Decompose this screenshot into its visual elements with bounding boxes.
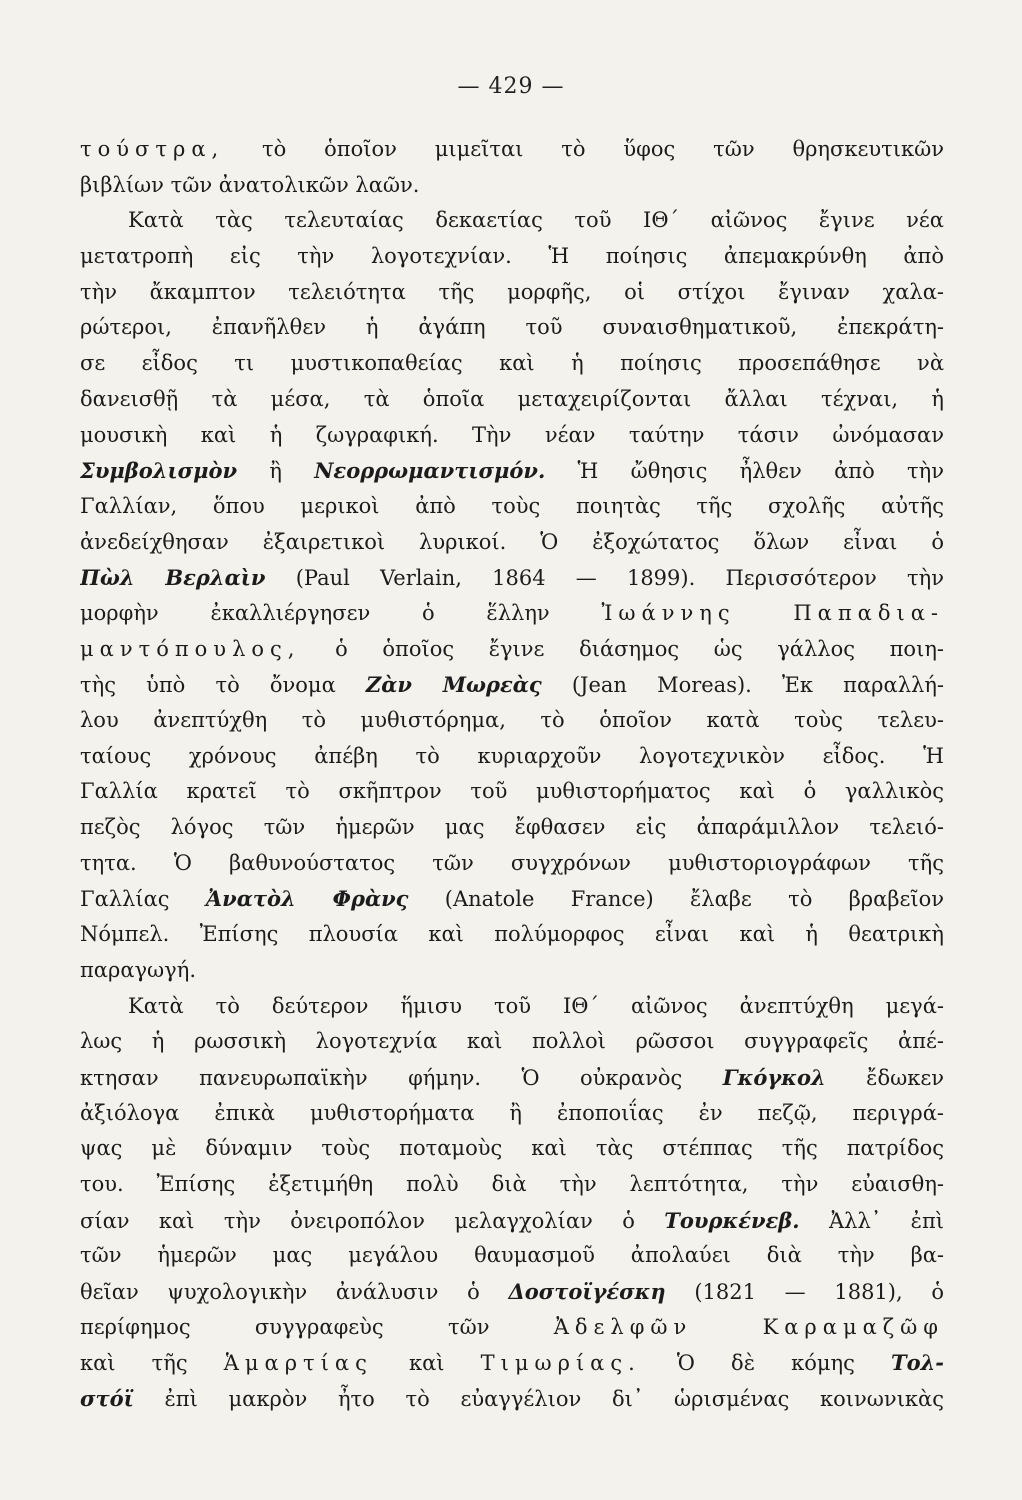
text-segment: τὴν ἄκαμπτον τελειότητα τῆς μορφῆς, οἱ στίχοι ἔγιναν χαλα- (80, 279, 944, 304)
text-line (80, 1274, 944, 1310)
emphasized-name: Πὼλ Βερλαὶν (80, 565, 266, 591)
text-segment: ἢ (237, 459, 315, 484)
text-segment: καὶ (372, 1351, 481, 1376)
text-line (80, 989, 944, 1025)
text-line (80, 846, 944, 882)
text-line (80, 774, 944, 810)
text-line (80, 667, 944, 703)
text-line (80, 346, 944, 382)
text-segment: τὸ ὁποῖον μιμεῖται τὸ ὕφος τῶν θρησκευτικῶν (224, 137, 944, 161)
text-line (80, 739, 944, 775)
text-line (80, 1060, 944, 1096)
text-line (80, 418, 944, 454)
text-segment: Γαλλία κρατεῖ τὸ σκῆπτρον τοῦ μυθιστορήματος καὶ ὁ γαλλικὸς (80, 779, 944, 804)
text-segment: τῶν ἡμερῶν μας μεγάλου θαυμασμοῦ ἀπολαύει διὰ τὴν βα- (80, 1243, 944, 1268)
text-segment: λου ἀνεπτύχθη τὸ μυθιστόρημα, τὸ ὁποῖον κατὰ τοὺς τελευ- (80, 708, 944, 732)
text-segment: σε εἶδος τι μυστικοπαθείας καὶ ἡ ποίησις προσεπάθησε νὰ (80, 351, 944, 376)
text-segment: ψας μὲ δύναμιν τοὺς ποταμοὺς καὶ τὰς στέππας τῆς πατρίδος (80, 1136, 944, 1161)
text-segment: Κατὰ τὰς τελευταίας δεκαετίας τοῦ ΙΘ΄ αἰῶνος ἔγινε νέα (128, 208, 944, 233)
text-line (80, 810, 944, 846)
text-line (80, 1096, 944, 1132)
body-text (80, 132, 944, 1417)
text-line (80, 239, 944, 275)
text-segment: πεζὸς λόγος τῶν ἡμερῶν μας ἔφθασεν εἰς ἀπαράμιλλον τελειό- (80, 815, 944, 840)
text-line (80, 203, 944, 239)
text-segment: τὴς ὑπὸ τὸ ὄνομα (80, 673, 366, 698)
text-line (80, 1203, 944, 1239)
text-segment: ὁ ὁποῖος ἔγινε διάσημος ὡς γάλλος ποιη- (300, 636, 944, 661)
text-segment: καὶ τῆς (80, 1351, 224, 1376)
text-line (80, 1310, 944, 1346)
text-segment: ἐπὶ μακρὸν ἦτο τὸ εὐαγγέλιον δι᾽ ὡρισμένας κοινωνικὰς (133, 1387, 944, 1412)
emphasized-name: Γκόγκολ (722, 1064, 826, 1090)
text-segment: (Anatole France) ἔλαβε τὸ βραβεῖον (408, 887, 944, 912)
text-segment: βιβλίων τῶν ἀνατολικῶν λαῶν. (80, 172, 420, 197)
text-segment: Ἡ ὤθησις ἦλθεν ἀπὸ τὴν (545, 459, 944, 484)
text-segment: μουσικὴ καὶ ἡ ζωγραφική. Τὴν νέαν ταύτην τάσιν ὠνόμασαν (80, 422, 944, 447)
text-line (80, 1381, 944, 1417)
emphasized-name: Συμβολισμὸν (80, 458, 238, 484)
text-segment: ἔδωκεν (825, 1065, 944, 1090)
text-segment: του. Ἐπίσης ἐξετιμήθη πολὺ διὰ τὴν λεπτότητα, τὴν εὐαισθη- (80, 1171, 944, 1196)
text-segment: (Paul Verlain, 1864 — 1899). Περισσότερον τὴν (265, 566, 944, 591)
text-segment: Ἀλλ᾽ ἐπὶ (799, 1208, 944, 1233)
text-segment: Ὁ δὲ κόμης (640, 1351, 891, 1376)
spaced-text: τούστρα, (80, 137, 225, 161)
text-line (80, 703, 944, 739)
text-segment: Γαλλίαν, ὅπου μερικοὶ ἀπὸ τοὺς ποιητὰς τῆς σχολῆς αὐτῆς (80, 493, 944, 518)
emphasized-name: Νεορρωμαντισμόν. (314, 458, 546, 484)
text-line (80, 917, 944, 953)
text-segment: (Jean Moreas). Ἐκ παραλλή- (541, 673, 944, 698)
text-segment: μετατροπὴ εἰς τὴν λογοτεχνίαν. Ἡ ποίησις ἀπεμακρύνθη ἀπὸ (80, 244, 944, 269)
spaced-text: Ἰωάννης Παπαδια- (601, 600, 944, 625)
text-segment: τητα. Ὁ βαθυνούστατος τῶν συγχρόνων μυθιστοριογράφων τῆς (80, 850, 944, 875)
text-segment: Γαλλίας (80, 887, 206, 912)
emphasized-name: Δοστοϊγέσκη (508, 1279, 666, 1304)
text-line (80, 132, 944, 168)
text-segment: δανεισθῇ τὰ μέσα, τὰ ὁποῖα μεταχειρίζονται ἄλλαι τέχναι, ἡ (80, 386, 944, 411)
text-segment: ρώτεροι, ἐπανῆλθεν ἡ ἀγάπη τοῦ συναισθηματικοῦ, ἐπεκράτη- (80, 315, 944, 340)
emphasized-name: Ἀνατὸλ Φρὰνς (205, 886, 409, 912)
text-line (80, 275, 944, 311)
text-segment: (1821 — 1881), ὁ (665, 1280, 944, 1304)
text-segment: παραγωγή. (80, 957, 196, 982)
text-line (80, 382, 944, 418)
text-line (80, 168, 944, 204)
text-line (80, 1024, 944, 1060)
page-number: — 429 — (457, 74, 565, 99)
text-line (80, 489, 944, 525)
emphasized-name: Ζὰν Μωρεὰς (365, 672, 542, 698)
text-line (80, 525, 944, 561)
text-segment: ἀξιόλογα ἐπικὰ μυθιστορήματα ἢ ἐποποιΐας ἐν πεζῷ, περιγρά- (80, 1100, 944, 1125)
text-segment: ταίους χρόνους ἀπέβη τὸ κυριαρχοῦν λογοτεχνικὸν εἶδος. Ἡ (80, 743, 944, 768)
text-line (80, 1238, 944, 1274)
emphasized-name: Τουρκένεβ. (664, 1207, 800, 1233)
text-line (80, 310, 944, 346)
text-segment: Κατὰ τὸ δεύτερον ἥμισυ τοῦ ΙΘ΄ αἰῶνος ἀνεπτύχθη μεγά- (128, 993, 944, 1018)
text-line (80, 596, 944, 632)
text-line (80, 560, 944, 596)
text-segment: θεῖαν ψυχολογικὴν ἀνάλυσιν ὁ (80, 1280, 509, 1304)
text-line (80, 1345, 944, 1381)
text-line (80, 632, 944, 668)
emphasized-name: Τολ- (890, 1350, 944, 1376)
spaced-text: Ἀδελφῶν Καραμαζῶφ (553, 1314, 944, 1339)
text-line (80, 881, 944, 917)
text-line (80, 453, 944, 489)
spaced-text: Τιμωρίας. (480, 1351, 641, 1376)
text-segment: ἀνεδείχθησαν ἐξαιρετικοὶ λυρικοί. Ὁ ἐξοχώτατος ὅλων εἶναι ὁ (80, 529, 944, 554)
text-segment: λως ἡ ρωσσικὴ λογοτεχνία καὶ πολλοὶ ρῶσσοι συγγραφεῖς ἀπέ- (80, 1029, 944, 1054)
text-segment: Νόμπελ. Ἐπίσης πλουσία καὶ πολύμορφος εἶναι καὶ ἡ θεατρικὴ (80, 922, 944, 947)
emphasized-name: στόϊ (80, 1386, 134, 1412)
text-line (80, 953, 944, 989)
text-line (80, 1167, 944, 1203)
text-segment: περίφημος συγγραφεὺς τῶν (80, 1314, 554, 1339)
text-segment: σίαν καὶ τὴν ὀνειροπόλον μελαγχολίαν ὁ (80, 1208, 665, 1233)
spaced-text: Ἁμαρτίας (223, 1351, 373, 1376)
text-segment: μορφὴν ἐκαλλιέργησεν ὁ ἕλλην (80, 600, 602, 625)
text-line (80, 1131, 944, 1167)
spaced-text: μαντόπουλος, (80, 636, 301, 661)
text-segment: κτησαν πανευρωπαϊκὴν φήμην. Ὁ οὐκρανὸς (80, 1065, 723, 1090)
